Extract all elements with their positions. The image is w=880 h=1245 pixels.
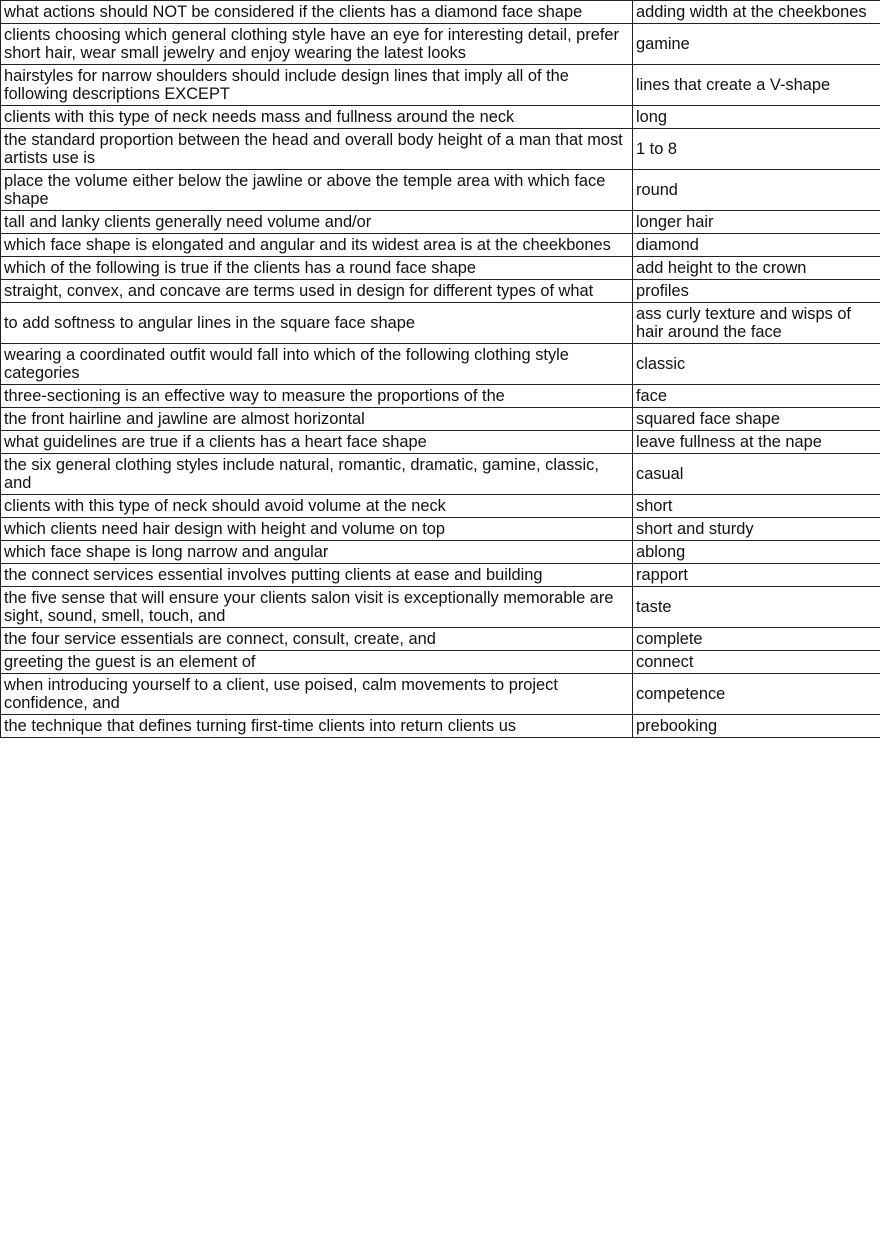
table-row bbox=[1, 106, 880, 129]
question-cell: place the volume either below the jawline or above the temple area with which face shape bbox=[1, 170, 633, 211]
table-row bbox=[1, 495, 880, 518]
answer-cell: prebooking bbox=[633, 715, 880, 738]
question-cell: greeting the guest is an element of bbox=[1, 651, 633, 674]
question-cell: the four service essentials are connect, consult, create, and bbox=[1, 628, 633, 651]
table-row bbox=[1, 541, 880, 564]
answer-cell: gamine bbox=[633, 24, 880, 65]
answer-cell: leave fullness at the nape bbox=[633, 431, 880, 454]
question-cell: to add softness to angular lines in the square face shape bbox=[1, 303, 633, 344]
question-cell: the standard proportion between the head and overall body height of a man that most artists use is bbox=[1, 129, 633, 170]
table-row bbox=[1, 234, 880, 257]
answer-cell: short and sturdy bbox=[633, 518, 880, 541]
table-row bbox=[1, 211, 880, 234]
question-cell: what actions should NOT be considered if the clients has a diamond face shape bbox=[1, 1, 633, 24]
answer-cell: diamond bbox=[633, 234, 880, 257]
question-cell: straight, convex, and concave are terms used in design for different types of what bbox=[1, 280, 633, 303]
table-row bbox=[1, 129, 880, 170]
question-cell: the connect services essential involves putting clients at ease and building bbox=[1, 564, 633, 587]
answer-cell: ablong bbox=[633, 541, 880, 564]
question-cell: the five sense that will ensure your clients salon visit is exceptionally memorable are sight, sound, smell, touch, and bbox=[1, 587, 633, 628]
table-row bbox=[1, 715, 880, 738]
answer-cell: profiles bbox=[633, 280, 880, 303]
question-cell: which of the following is true if the clients has a round face shape bbox=[1, 257, 633, 280]
answer-cell: lines that create a V-shape bbox=[633, 65, 880, 106]
answer-cell: longer hair bbox=[633, 211, 880, 234]
question-cell: when introducing yourself to a client, use poised, calm movements to project confidence, and bbox=[1, 674, 633, 715]
table-row bbox=[1, 170, 880, 211]
answer-cell: 1 to 8 bbox=[633, 129, 880, 170]
answer-cell: rapport bbox=[633, 564, 880, 587]
answer-cell: complete bbox=[633, 628, 880, 651]
table-row bbox=[1, 1, 880, 24]
answer-cell: round bbox=[633, 170, 880, 211]
question-cell: which face shape is long narrow and angular bbox=[1, 541, 633, 564]
answer-cell: adding width at the cheekbones bbox=[633, 1, 880, 24]
question-cell: clients with this type of neck should avoid volume at the neck bbox=[1, 495, 633, 518]
table-row bbox=[1, 651, 880, 674]
table-row bbox=[1, 628, 880, 651]
answer-cell: long bbox=[633, 106, 880, 129]
table-row bbox=[1, 280, 880, 303]
answer-cell: classic bbox=[633, 344, 880, 385]
table-row bbox=[1, 257, 880, 280]
table-row bbox=[1, 431, 880, 454]
answer-cell: casual bbox=[633, 454, 880, 495]
answer-cell: ass curly texture and wisps of hair around the face bbox=[633, 303, 880, 344]
table-row bbox=[1, 674, 880, 715]
table-row bbox=[1, 24, 880, 65]
table-row bbox=[1, 344, 880, 385]
answer-cell: short bbox=[633, 495, 880, 518]
table-row bbox=[1, 587, 880, 628]
question-cell: three-sectioning is an effective way to measure the proportions of the bbox=[1, 385, 633, 408]
question-cell: which face shape is elongated and angular and its widest area is at the cheekbones bbox=[1, 234, 633, 257]
answer-cell: add height to the crown bbox=[633, 257, 880, 280]
question-cell: which clients need hair design with height and volume on top bbox=[1, 518, 633, 541]
question-cell: the technique that defines turning first-time clients into return clients us bbox=[1, 715, 633, 738]
question-cell: wearing a coordinated outfit would fall into which of the following clothing style categories bbox=[1, 344, 633, 385]
table-row bbox=[1, 385, 880, 408]
table-row bbox=[1, 454, 880, 495]
question-cell: tall and lanky clients generally need volume and/or bbox=[1, 211, 633, 234]
question-cell: clients choosing which general clothing style have an eye for interesting detail, prefer short hair, wear small jewelry and enjoy wearing the latest looks bbox=[1, 24, 633, 65]
table-row bbox=[1, 564, 880, 587]
question-cell: hairstyles for narrow shoulders should include design lines that imply all of the following descriptions EXCEPT bbox=[1, 65, 633, 106]
question-cell: clients with this type of neck needs mass and fullness around the neck bbox=[1, 106, 633, 129]
table-row bbox=[1, 408, 880, 431]
answer-cell: face bbox=[633, 385, 880, 408]
table-body bbox=[1, 1, 880, 738]
table-row bbox=[1, 65, 880, 106]
answer-cell: competence bbox=[633, 674, 880, 715]
question-cell: the front hairline and jawline are almost horizontal bbox=[1, 408, 633, 431]
table-row bbox=[1, 303, 880, 344]
answer-cell: taste bbox=[633, 587, 880, 628]
answer-cell: squared face shape bbox=[633, 408, 880, 431]
answer-cell: connect bbox=[633, 651, 880, 674]
table-row bbox=[1, 518, 880, 541]
question-cell: the six general clothing styles include natural, romantic, dramatic, gamine, classic, and bbox=[1, 454, 633, 495]
question-cell: what guidelines are true if a clients has a heart face shape bbox=[1, 431, 633, 454]
